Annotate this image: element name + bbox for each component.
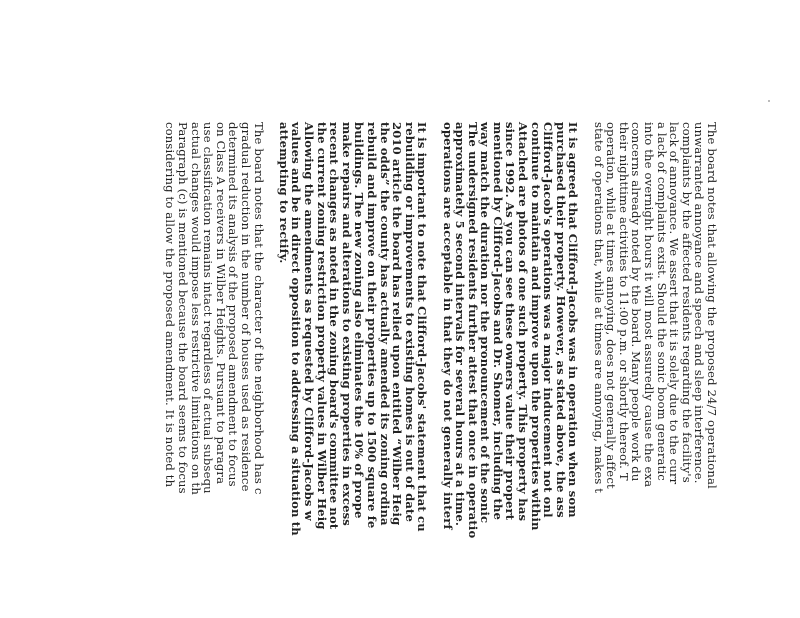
- text-line: way match the duration nor the pronouncement of the sonic: [478, 122, 493, 524]
- text-line: The undersigned residents further attest that once in operatio: [465, 122, 480, 539]
- text-line: mentioned by Clifford-Jacobs and Dr. Shomer, including the: [490, 122, 505, 521]
- text-line: since 1992. As you can see these owners value their propert: [503, 122, 518, 521]
- text-line: buildings. The new zoning also eliminates the 10% of prope: [352, 122, 367, 519]
- text-line: considering to allow the proposed amendment. It is noted th: [163, 122, 178, 488]
- text-line: 2010 article the board has relied upon entitled “Wilber Heig: [390, 122, 405, 526]
- text-line: on Class A receivers in Wilber Heights. Pursuant to paragra: [213, 122, 228, 485]
- text-line: make repairs and alterations to existing properties in excess: [339, 122, 354, 526]
- text-line: concerns already noted by the board. Many people work du: [629, 122, 644, 482]
- text-line: into the overnight hours it will most assuredly cause the exa: [642, 122, 657, 488]
- text-line: rebuilding or improvements to existing homes is out of date: [402, 122, 417, 523]
- paragraph-2: [441, 122, 580, 618]
- text-line: Attached are photos of one such property. This property has: [516, 122, 531, 522]
- text-line: It is important to note that Clifford-Jacobs' statement that cu: [415, 122, 430, 532]
- text-line: operation, while at times annoying, does not generally affect: [604, 122, 619, 489]
- text-line: The board notes that allowing the proposed 24/7 operational: [705, 122, 719, 489]
- text-line: values and be in direct opposition to addressing a situation th: [289, 122, 304, 536]
- text-line: The board notes that the character of the neighborhood has c: [251, 122, 266, 495]
- paragraph-3: [277, 122, 428, 618]
- text-line: gradual reduction in the number of houses used as residence: [239, 122, 254, 492]
- text-line: purchased their property. However, as stated above, the ass: [553, 122, 568, 518]
- text-line: the current zoning restriction property values in Wilber Heig: [314, 122, 329, 530]
- text-line: lack of annoyance. We assert that it is solely due to the curr: [667, 122, 682, 485]
- text-line: recent changes as noted in the zoning board's committee not: [327, 122, 342, 530]
- text-line: a lack of complaints exist. Should the sonic boom generatic: [654, 122, 669, 481]
- text-line: operations are acceptable in that they do not generally interf: [440, 122, 455, 530]
- text-line: determined its analysis of the proposed amendment to focus: [226, 122, 241, 487]
- rotated-text-block: [151, 122, 718, 618]
- text-line: rebuild and improve on their properties up to 1500 square fe: [364, 122, 379, 529]
- text-line: Allowing the amendments as requested by Clifford-Jacobs w: [302, 122, 316, 521]
- text-line: state of operations that, while at times are annoying, makes t: [591, 122, 606, 494]
- text-line: their nighttime activities to 11:00 p.m. or shortly thereof. T: [616, 122, 631, 481]
- text-line: attempting to rectify.: [276, 122, 291, 264]
- text-line: approximately 5 second intervals for several hours at a time.: [453, 122, 468, 527]
- text-line: Paragraph (c) is mentioned because the board seems to focus: [176, 122, 191, 494]
- paragraph-4: [164, 122, 265, 618]
- text-line: use classification remains intact regardless of actual subsequ: [201, 122, 216, 494]
- text-line: Clifford-Jacob's operations was a major inducement not onl: [541, 122, 556, 518]
- text-line: actual changes would impose less restrictive limitations on th: [188, 122, 203, 495]
- scan-speck: [768, 100, 770, 102]
- text-line: unwarranted annoyance and speech and sleep interference.: [692, 122, 707, 484]
- paragraph-1: [592, 122, 718, 618]
- text-line: It is agreed that Clifford-Jacobs was in operation when som: [566, 122, 581, 518]
- text-line: continue to maintain and improve upon the properties within: [528, 122, 543, 531]
- text-line: complaints by the affected residents regarding the facility's: [679, 122, 694, 483]
- text-line: the odds” the county has actually amended its zoning ordina: [377, 122, 392, 526]
